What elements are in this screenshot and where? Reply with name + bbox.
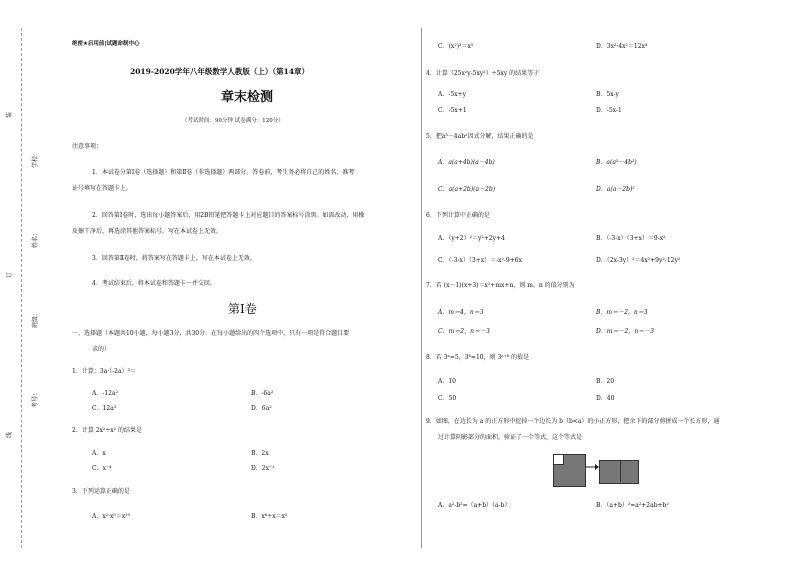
q5-option-c: C．a(a+2b)(a－2b) bbox=[438, 186, 496, 193]
q7-option-b: B．m＝－2，n＝3 bbox=[596, 309, 648, 316]
q5-stem: 5．把a³－4ab²因式分解，结果正确的是 bbox=[426, 133, 534, 140]
column-divider bbox=[421, 28, 422, 548]
fold-dashed-line bbox=[21, 28, 22, 548]
note-4: 4．考试结束后，将本试卷和答题卡一并交回。 bbox=[92, 280, 216, 287]
field-school: 学校： bbox=[32, 149, 39, 168]
q4-stem: 4．计算（25x²y-5xy²）÷5xy 的结果等于 bbox=[426, 70, 540, 77]
q3-stem: 3．下列运算正确的是 bbox=[72, 488, 130, 495]
q7-option-c: C．m＝2，n＝－3 bbox=[438, 328, 490, 335]
section-instruction-2: 求的） bbox=[92, 346, 111, 353]
q1-option-c: C．12a³ bbox=[92, 405, 117, 412]
q5-option-a: A．a(a+4b)(a－4b) bbox=[438, 159, 495, 166]
confidential-mark: 绝密★启用前|试题命制中心 bbox=[72, 41, 140, 47]
fold-label-ding: 订 bbox=[6, 271, 13, 278]
q2-stem: 2．计算 2x²÷x² 的结果是 bbox=[72, 427, 143, 434]
field-name: 姓名： bbox=[32, 229, 39, 248]
exam-subtitle: 章末检测 bbox=[221, 90, 274, 105]
q9-option-b: B．（a+b）²=a²+2ab+b² bbox=[596, 502, 669, 509]
q7-option-a: A．m＝4，n＝3 bbox=[438, 309, 484, 316]
q6-option-c: C．（-3-x）（3+x）＝-x²-9+6x bbox=[438, 257, 522, 264]
q8-stem: 8．若 3ᵃ=5，3ᵇ=10，则 3ᵃ⁺ᵇ 的值是 bbox=[426, 354, 530, 361]
exam-title: 2019-2020学年八年级数学人教版（上）（第14章） bbox=[130, 67, 310, 76]
q6-option-b: B．（-3-x）（3+x）＝9-x² bbox=[596, 235, 666, 242]
q9-stem-line-2: 过计算阴影部分的面积，验证了一个等式，这个等式是 bbox=[438, 434, 583, 441]
note-2-line-2: 皮擦干净后，再选涂其他答案标号。写在本试卷上无效。 bbox=[72, 228, 223, 235]
q7-option-d: D．m＝－2，n＝－3 bbox=[596, 328, 654, 335]
q6-option-d: D．（2x-3y）²＝4x²+9y²-12y² bbox=[596, 257, 681, 264]
q5-option-b: B．a(a²－4b²) bbox=[596, 159, 637, 166]
section-instruction-1: 一、选择题（本题共10小题，每小题3分，共30分．在每小题给出的四个选项中，只有一项是符合题目要 bbox=[72, 330, 350, 337]
q8-option-c: C．50 bbox=[438, 395, 457, 402]
q7-stem: 7．若 (x－1)(x+3)＝x²+mx+n，则 m、n 的值分别为 bbox=[426, 282, 575, 289]
q4-option-b: B．5x-y bbox=[596, 91, 619, 98]
q3-option-b: B．x⁶÷x＝x⁵ bbox=[251, 513, 288, 520]
binding-margin bbox=[0, 28, 44, 548]
fold-label-xian: 线 bbox=[6, 431, 13, 438]
q9-arrow-icon bbox=[585, 463, 599, 471]
q6-option-a: A．（y+2）²＝y²+2y+4 bbox=[438, 235, 505, 242]
q4-option-d: D．-5x-1 bbox=[596, 107, 622, 114]
q2-option-a: A．x bbox=[92, 450, 106, 457]
q1-option-b: B．-6a² bbox=[251, 390, 274, 397]
q3-option-c: C．(x²)³＝x⁵ bbox=[438, 43, 474, 50]
q3-option-d: D．3x²·4x²＝12x⁴ bbox=[596, 43, 648, 50]
q1-option-d: D．6a² bbox=[251, 405, 272, 412]
q1-stem: 1．计算：3a·（-2a）³＝ bbox=[72, 368, 136, 375]
q4-option-c: C．-5x+1 bbox=[438, 107, 467, 114]
q2-option-d: D．2x⁻¹ bbox=[251, 465, 275, 472]
q4-option-a: A．-5x+y bbox=[438, 91, 466, 98]
section-title: 第Ⅰ卷 bbox=[228, 302, 257, 316]
q8-option-a: A．10 bbox=[438, 378, 456, 385]
fold-label-zhuang: 装 bbox=[6, 111, 13, 118]
field-class: 班级： bbox=[32, 309, 39, 328]
field-id: 考号： bbox=[32, 389, 39, 408]
q8-option-b: B．20 bbox=[596, 378, 615, 385]
q9-cutout-square bbox=[553, 454, 564, 465]
q9-rectangle-split bbox=[620, 460, 621, 482]
note-1-line-2: 证号填写在答题卡上。 bbox=[72, 185, 133, 192]
q9-rectangle-shape bbox=[599, 460, 639, 484]
q3-option-a: A．x²·x⁵＝x¹⁰ bbox=[92, 513, 131, 520]
q1-option-a: A．-12a² bbox=[92, 390, 118, 397]
q6-stem: 6．下列计算中正确的是 bbox=[426, 212, 490, 219]
note-2-line-1: 2．回答第Ⅰ卷时，选出每小题答案后，用2B铅笔把答题卡上对应题目的答案标号涂黑。如需改动，用橡 bbox=[92, 212, 365, 219]
q9-option-a: A．a²-b²=（a+b）（a-b） bbox=[438, 502, 511, 509]
exam-info: （考试时间：90分钟 试卷满分：120分） bbox=[182, 118, 284, 124]
q5-option-d: D．a(a－2b)² bbox=[596, 186, 635, 193]
note-1-line-1: 1．本试卷分第Ⅰ卷（选择题）和第Ⅱ卷（非选择题）两部分。答卷前，考生务必将自己的姓名、准考 bbox=[92, 169, 355, 176]
q2-option-c: C．x⁻⁴ bbox=[92, 465, 112, 472]
q9-stem-line-1: 9．如图，在边长为 a 的正方形中挖掉一个边长为 b（b<a）的小正方形，把余下的部分剪拼成一个长方形，通 bbox=[426, 418, 720, 425]
note-3: 3．回答第Ⅱ卷时，将答案写在答题卡上。写在本试卷上无效。 bbox=[92, 255, 256, 262]
notes-heading: 注意事项： bbox=[72, 143, 103, 150]
q8-option-d: D．40 bbox=[596, 395, 615, 402]
q2-option-b: B．2x bbox=[251, 450, 269, 457]
